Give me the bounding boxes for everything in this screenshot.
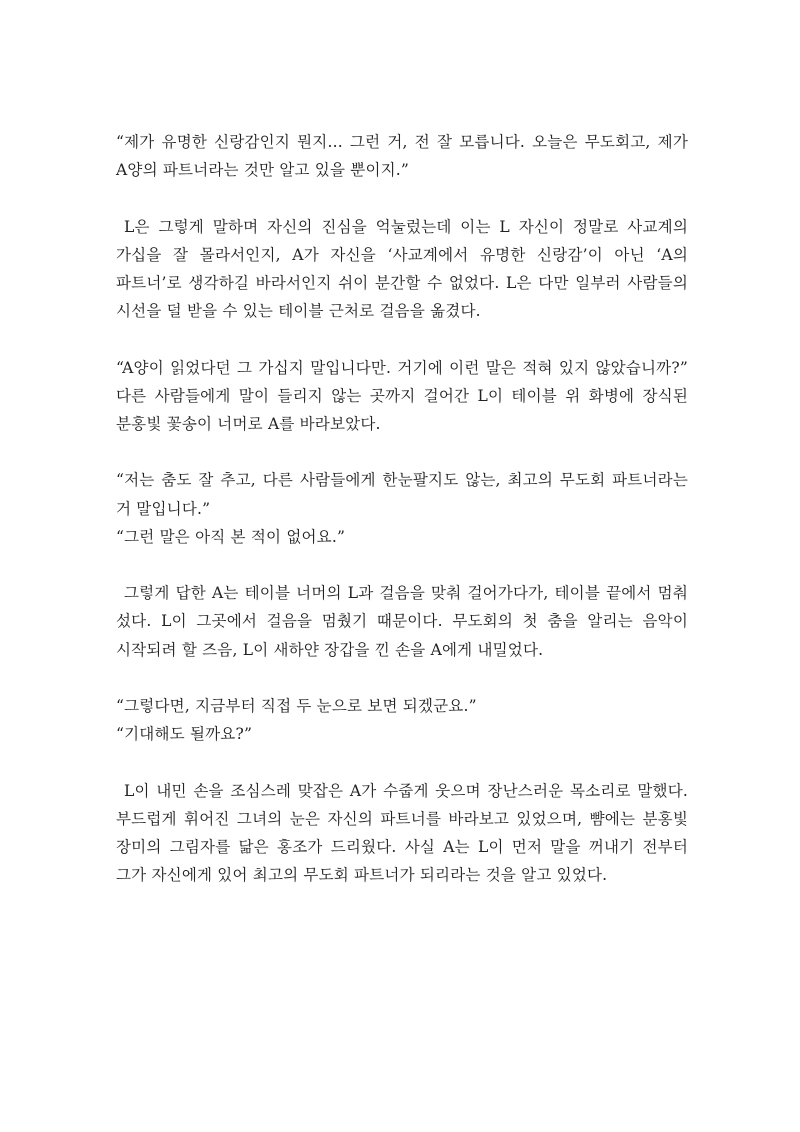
- narration-paragraph-1: L은 그렇게 말하며 자신의 진심을 억눌렀는데 이는 L 자신이 정말로 사교계의 가십을 잘 몰라서인지, A가 자신을 ‘사교계에서 유명한 신랑감’이 아닌 ‘A의 파트너’로 생각하길 바라서인지 쉬이 분간할 수 없었다. L은 다만 일부러 사람들의 시선을 덜 받을 수 있는 테이블 근처로 걸음을 옮겼다.: [116, 217, 688, 321]
- narration-paragraph-3: L이 내민 손을 조심스레 맞잡은 A가 수줍게 웃으며 장난스러운 목소리로 말했다. 부드럽게 휘어진 그녀의 눈은 자신의 파트너를 바라보고 있었으며, 뺨에는 분홍빛 장미의 그림자를 닮은 홍조가 드리웠다. 사실 A는 L이 먼저 말을 꺼내기 전부터 그가 자신에게 있어 최고의 무도회 파트너가 되리라는 것을 알고 있었다.: [116, 781, 688, 885]
- paragraph-gap: [116, 325, 688, 353]
- dialogue-paragraph-3: “저는 춤도 잘 추고, 다른 사람들에게 한눈팔지도 않는, 최고의 무도회 파트너라는 거 말입니다.”: [116, 471, 688, 518]
- dialogue-paragraph-5: “그렇다면, 지금부터 직접 두 눈으로 보면 되겠군요.”: [116, 696, 477, 715]
- dialogue-paragraph-1: “제가 유명한 신랑감인지 뭔지... 그런 거, 전 잘 모릅니다. 오늘은 무도회고, 제가 A양의 파트너라는 것만 알고 있을 뿐이지.”: [116, 133, 688, 180]
- paragraph-gap: [116, 438, 688, 466]
- narration-paragraph-2: 그렇게 답한 A는 테이블 너머의 L과 걸음을 맞춰 걸어가다가, 테이블 끝에서 멈춰 섰다. L이 그곳에서 걸음을 멈췄기 때문이다. 무도회의 첫 춤을 알리는 음악이 시작되려 할 즈음, L이 새하얀 장갑을 낀 손을 A에게 내밀었다.: [116, 584, 688, 659]
- dialogue-paragraph-6: “기대해도 될까요?”: [116, 725, 253, 744]
- paragraph-gap: [116, 748, 688, 776]
- dialogue-paragraph-2: “A양이 읽었다던 그 가십지 말입니다만. 거기에 이런 말은 적혀 있지 않았습니까?” 다른 사람들에게 말이 들리지 않는 곳까지 걸어간 L이 테이블 위 화병에 장식된 분홍빛 꽃송이 너머로 A를 바라보았다.: [116, 358, 688, 433]
- paragraph-gap: [116, 184, 688, 212]
- dialogue-paragraph-4: “그런 말은 아직 본 적이 없어요.”: [116, 527, 346, 546]
- document-page: [116, 128, 688, 889]
- paragraph-gap: [116, 551, 688, 579]
- paragraph-gap: [116, 664, 688, 692]
